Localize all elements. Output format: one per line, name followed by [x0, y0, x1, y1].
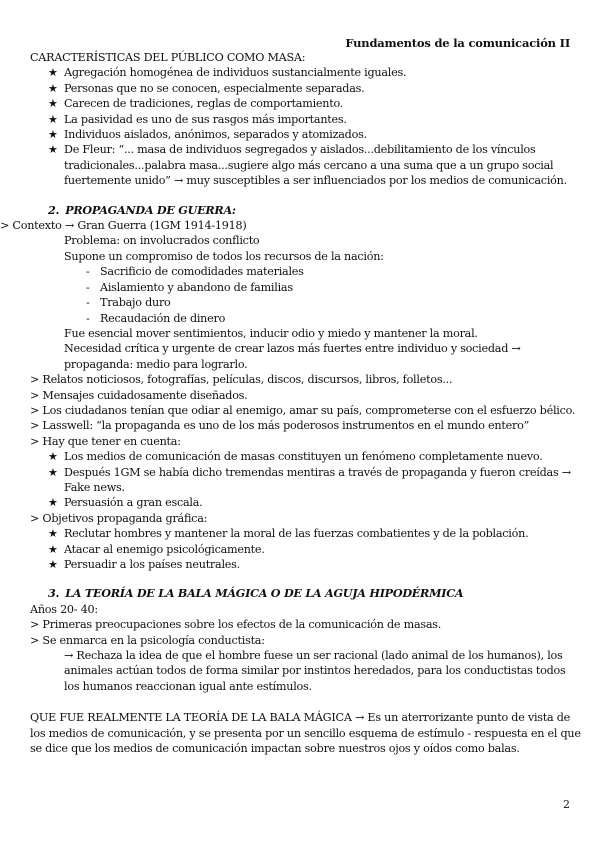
star-bullet-icon: ★: [48, 143, 58, 157]
list-item: - Aislamiento y abandono de familias: [86, 280, 293, 294]
rechaza-line: → Rechaza la idea de que el hombre fuese un ser racional (lado animal de los humanos), los: [64, 649, 563, 663]
list-item: - Trabajo duro: [86, 296, 171, 310]
bala-point: > Primeras preocupaciones sobre los efectos de la comunicación de masas.: [30, 618, 442, 632]
bala-paragraph-line: los medios de comunicación, y se presenta por un sencillo esquema de estímulo - respuesta en el que: [30, 726, 581, 740]
years-line: Años 20- 40:: [30, 602, 98, 616]
bala-paragraph-line: QUE FUE REALMENTE LA TEORÍA DE LA BALA MÁGICA → Es un aterrorizante punto de vista de: [30, 711, 571, 725]
propaganda-point: > Los ciudadanos tenían que odiar al enemigo, amar su país, comprometerse con el esfuerzo bélico.: [30, 403, 576, 417]
list-item: - Recaudación de dinero: [86, 311, 226, 325]
star-bullet-icon: ★: [48, 496, 58, 510]
objetivos-line: > Objetivos propaganda gráfica:: [30, 511, 208, 525]
page-header: Fundamentos de la comunicación II: [345, 36, 570, 50]
star-bullet-icon: ★: [48, 66, 58, 80]
supone-line: Supone un compromiso de todos los recursos de la nación:: [64, 249, 384, 263]
star-bullet-icon: ★: [48, 558, 58, 571]
propaganda-point: > Mensajes cuidadosamente diseñados.: [30, 388, 248, 402]
problema-line: Problema: on involucrados conflicto: [64, 234, 260, 248]
list-item: ★ Reclutar hombres y mantener la moral de las fuerzas combatientes y de la población.: [48, 527, 529, 541]
star-bullet-icon: ★: [48, 81, 58, 95]
section-masa-title: CARACTERÍSTICAS DEL PÚBLICO COMO MASA:: [30, 51, 306, 64]
rechaza-line: animales actúan todos de forma similar por instintos heredados, para los conductistas todos: [64, 664, 566, 678]
list-item: ★ Agregación homogénea de individuos sustancialmente iguales.: [48, 66, 407, 80]
esencial-line: Fue esencial mover sentimientos, inducir odio y miedo y mantener la moral.: [64, 326, 478, 340]
bala-point: > Se enmarca en la psicología conductista:: [30, 633, 265, 647]
list-item: ★ Persuadir a los países neutrales.: [48, 558, 240, 571]
propaganda-point: > Hay que tener en cuenta:: [30, 434, 181, 448]
list-item: ★ Los medios de comunicación de masas constituyen un fenómeno completamente nuevo.: [48, 450, 543, 464]
propaganda-point: > Relatos noticiosos, fotografías, películas, discos, discursos, libros, folletos...: [30, 373, 453, 387]
list-item-defleur: ★ De Fleur: “... masa de individuos segregados y aislados...debilitamiento de los vínculos tradicionales...palabra masa...sugiere algo más cercano a una suma que a un grupo social fuertemente unido” → muy susceptibles a ser influenciados por los medios de comunicación.: [48, 143, 567, 188]
star-bullet-icon: ★: [48, 97, 58, 111]
list-item: ★ Personas que no se conocen, especialmente separadas.: [48, 81, 365, 95]
rechaza-line: los humanos reaccionan igual ante estímulos.: [64, 679, 312, 693]
list-item: ★ Persuasión a gran escala.: [48, 496, 203, 510]
list-item: ★ Atacar al enemigo psicológicamente.: [48, 542, 265, 556]
context-line: > Contexto → Gran Guerra (1GM 1914-1918): [0, 219, 247, 233]
list-item: - Sacrificio de comodidades materiales: [86, 265, 304, 279]
necesidad-line: Necesidad crítica y urgente de crear lazos más fuertes entre individuo y sociedad →: [64, 342, 521, 356]
list-item: ★ Después 1GM se había dicho tremendas mentiras a través de propaganda y fueron creídas → Fake news.: [48, 465, 571, 494]
list-item: ★ La pasividad es uno de sus rasgos más importantes.: [48, 112, 347, 126]
star-bullet-icon: ★: [48, 128, 58, 142]
star-bullet-icon: ★: [48, 112, 58, 126]
star-bullet-icon: ★: [48, 527, 58, 541]
star-bullet-icon: ★: [48, 465, 58, 479]
bala-paragraph-line: se dice que los medios de comunicación impactan sobre nuestros ojos y oídos como balas.: [30, 742, 520, 756]
section-propaganda-heading: 2. PROPAGANDA DE GUERRA:: [48, 202, 236, 217]
page-number: 2: [563, 798, 570, 811]
star-bullet-icon: ★: [48, 450, 58, 464]
star-bullet-icon: ★: [48, 542, 58, 556]
section-bala-heading: 3. LA TEORÍA DE LA BALA MÁGICA O DE LA AGUJA HIPODÉRMICA: [48, 586, 464, 601]
necesidad-line-2: propaganda: medio para lograrlo.: [64, 357, 248, 371]
list-item: ★ Carecen de tradiciones, reglas de comportamiento.: [48, 97, 344, 111]
page-content: [0, 50, 581, 756]
list-item: ★ Individuos aislados, anónimos, separados y atomizados.: [48, 128, 367, 142]
propaganda-point: > Lasswell: “la propaganda es uno de los más poderosos instrumentos en el mundo entero”: [30, 419, 530, 433]
